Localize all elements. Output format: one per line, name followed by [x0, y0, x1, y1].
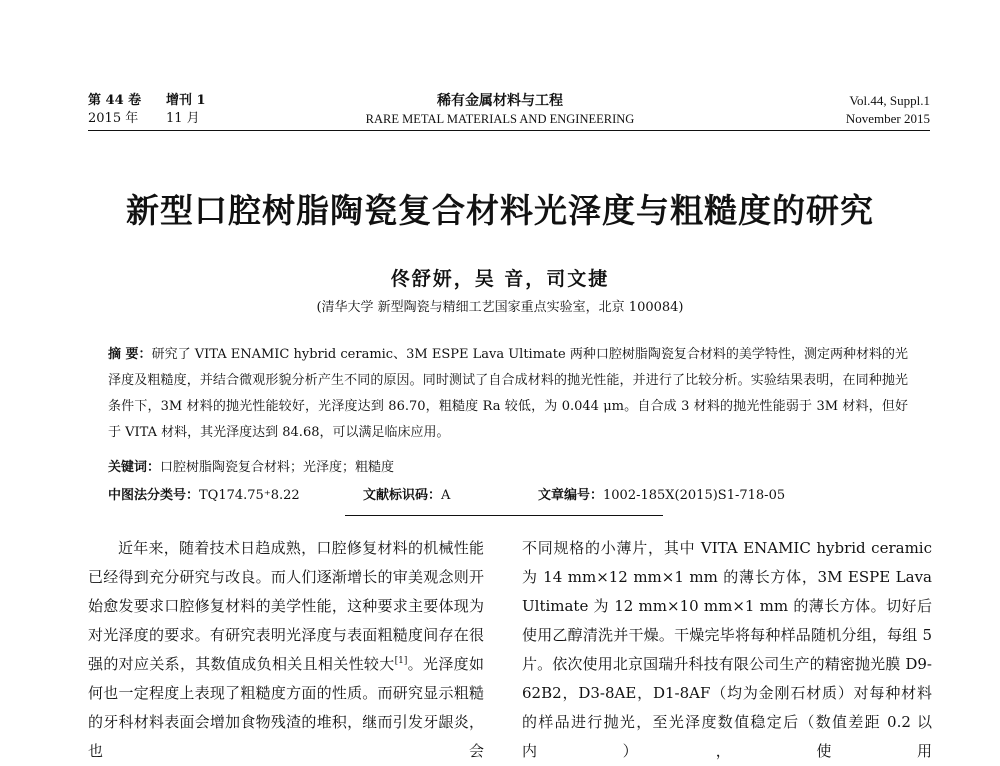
header-issue-info — [88, 92, 248, 128]
header-divider — [88, 130, 930, 131]
paper-title: 新型口腔树脂陶瓷复合材料光泽度与粗糙度的研究 — [126, 191, 874, 230]
article-number-value: 1002-185X(2015)S1-718-05 — [603, 488, 786, 503]
date-en: November 2015 — [845, 111, 930, 126]
doc-code-label: 文献标识码： — [363, 488, 442, 503]
journal-name-en: RARE METAL MATERIALS AND ENGINEERING — [365, 112, 635, 126]
volume: 第 44 卷 — [88, 93, 142, 108]
clc-value: TQ174.75⁺8.22 — [199, 488, 300, 503]
clc-label: 中图法分类号： — [108, 488, 200, 503]
body-column-right — [522, 534, 932, 766]
abstract-text: 研究了 VITA ENAMIC hybrid ceramic、3M ESPE Lava Ultimate 两种口腔树脂陶瓷复合材料的美学特性，测定两种材料的光泽度及粗糙度，并结合微观形貌分析产生不同的原因。同时测试了自合成材料的抛光性能，并进行了比较分析。实验结果表明，在同种抛光条件下，3M 材料的抛光性能较好，光泽度达到 86.70，粗糙度 Ra 较低，为 0.044 μm。自合成 3 材料的抛光性能弱于 3M 材料，但好于 VITA 材料，其光泽度达到 84.68，可以满足临床应用。 — [108, 347, 908, 440]
month: 11 月 — [166, 111, 200, 126]
keywords — [108, 456, 394, 475]
journal-name-cn: 稀有金属材料与工程 — [437, 93, 563, 109]
issue: 增刊 1 — [166, 93, 206, 108]
body-left-text-2: 。光泽度如何也一定程度上表现了粗糙度方面的性质。而研究显示粗糙的牙科材料表面会增加食物残渣的堆积，继而引发牙龈炎，也会 — [88, 655, 484, 760]
body-right-text: 不同规格的小薄片，其中 VITA ENAMIC hybrid ceramic 为 14 mm×12 mm×1 mm 的薄长方体，3M ESPE Lava Ultimate 为 12 mm×10 mm×1 mm 的薄长方体。切好后使用乙醇清洗并干燥。干燥完毕将每种样品随机分组，每组 5 片。依次使用北京国瑞升科技有限公司生产的精密抛光膜 D9-62B2，D3-8AE，D1-8AF（均为金刚石材质）对每种材料的样品进行抛光，至光泽度数值稳定后（数值差距 0.2 以内），使用 — [522, 539, 932, 760]
body-left-text-1: 近年来，随着技术日趋成熟，口腔修复材料的机械性能已经得到充分研究与改良。而人们逐渐增长的审美观念则开始愈发要求口腔修复材料的美学性能，这种要求主要体现为对光泽度的要求。有研究表明光泽度与表面粗糙度间存在很强的对应关系，其数值成负相关且相关性较大 — [88, 539, 484, 673]
citation-ref: [1] — [394, 656, 408, 666]
keywords-text: 口腔树脂陶瓷复合材料；光泽度；粗糙度 — [160, 460, 395, 475]
affiliation: (清华大学 新型陶瓷与精细工艺国家重点实验室，北京 100084) — [316, 300, 684, 315]
article-number-label: 文章编号： — [538, 488, 604, 503]
header-journal — [320, 92, 680, 128]
keywords-label: 关键词： — [108, 460, 161, 475]
doc-code-value: A — [441, 488, 451, 503]
authors: 佟舒妍，吴 音，司文捷 — [390, 268, 610, 290]
vol-en: Vol.44, Suppl.1 — [849, 93, 930, 108]
section-divider — [345, 515, 663, 516]
year: 2015 年 — [88, 111, 139, 126]
abstract — [108, 342, 908, 446]
body-column-left — [88, 534, 484, 766]
abstract-label: 摘 要： — [108, 347, 152, 362]
header-volume-en — [730, 92, 930, 128]
